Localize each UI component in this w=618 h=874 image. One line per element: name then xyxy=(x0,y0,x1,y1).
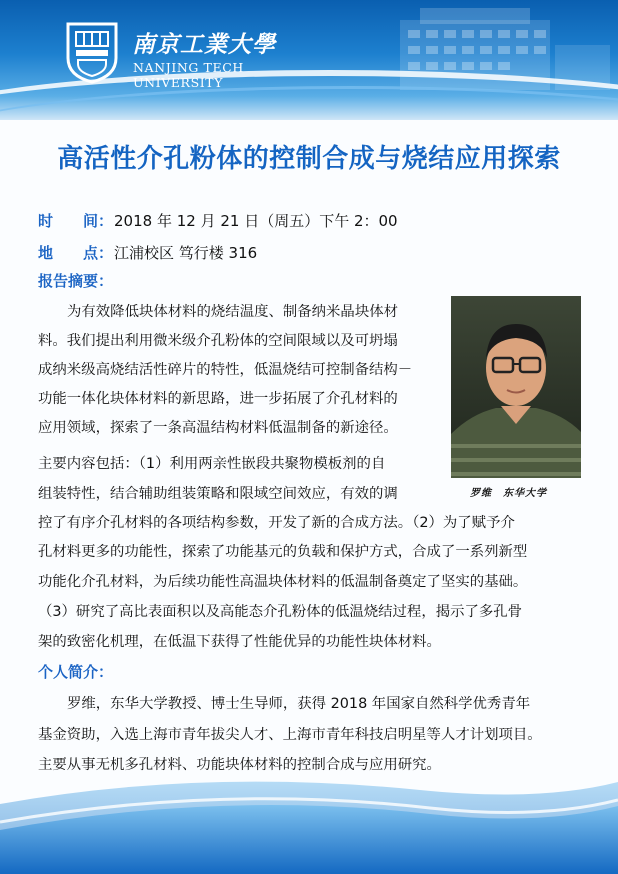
brand-chinese-name: 南京工業大學 xyxy=(132,31,276,58)
header-band xyxy=(0,0,618,120)
abstract-line: 孔材料更多的功能性，探索了功能基元的负载和保护方式，合成了一系列新型 xyxy=(38,544,528,560)
bio-line: 罗维，东华大学教授、博士生导师，获得 2018 年国家自然科学优秀青年 xyxy=(67,696,531,712)
info-place xyxy=(38,242,257,263)
abstract-line: 应用领域，探索了一条高温结构材料低温制备的新途径。 xyxy=(38,420,398,436)
abstract-line: 组装特性，结合辅助组装策略和限域空间效应，有效的调 xyxy=(38,486,398,502)
abstract-line: 成纳米级高烧结活性碎片的特性，低温烧结可控制备结构－ xyxy=(38,362,413,378)
brand-english-line1: NANJING TECH xyxy=(133,60,244,75)
abstract-line: 功能一体化块体材料的新思路，进一步拓展了介孔材料的 xyxy=(38,391,398,407)
time-value: 2018 年 12 月 21 日（周五）下午 2：00 xyxy=(114,212,398,230)
footer-wave xyxy=(0,760,618,874)
abstract-heading: 报告摘要： xyxy=(38,272,114,290)
info-time xyxy=(38,210,398,231)
bio-heading: 个人简介： xyxy=(38,663,114,681)
abstract-line: 架的致密化机理，在低温下获得了性能优异的功能性块体材料。 xyxy=(38,634,441,650)
time-label: 时 间： xyxy=(38,212,114,230)
speaker-photo xyxy=(451,296,581,478)
university-shield-icon xyxy=(64,20,120,84)
place-value: 江浦校区 笃行楼 316 xyxy=(114,244,258,262)
abstract-line: 为有效降低块体材料的烧结温度、制备纳米晶块体材 xyxy=(67,304,398,320)
abstract-line: 主要内容包括：（1）利用两亲性嵌段共聚物模板剂的自 xyxy=(38,456,386,472)
bio-line: 基金资助，入选上海市青年拔尖人才、上海市青年科技启明星等人才计划项目。 xyxy=(38,727,542,743)
photo-caption: 罗维 东华大学 xyxy=(470,488,547,499)
bio-line: 主要从事无机多孔材料、功能块体材料的控制合成与应用研究。 xyxy=(38,757,441,773)
abstract-line: 功能化介孔材料，为后续功能性高温块体材料的低温制备奠定了坚实的基础。 xyxy=(38,574,528,590)
abstract-line: （3）研究了高比表面积以及高能态介孔粉体的低温烧结过程，揭示了多孔骨 xyxy=(38,604,523,620)
abstract-line: 控了有序介孔材料的各项结构参数，开发了新的合成方法。（2）为了赋予介 xyxy=(38,515,515,531)
place-label: 地 点： xyxy=(38,244,114,262)
poster-title: 高活性介孔粉体的控制合成与烧结应用探索 xyxy=(57,144,561,174)
speaker-portrait-graphic xyxy=(451,296,581,478)
brand-english-line2: UNIVERSITY xyxy=(133,75,224,90)
abstract-line: 料。我们提出利用微米级介孔粉体的空间限域以及可坍塌 xyxy=(38,333,398,349)
